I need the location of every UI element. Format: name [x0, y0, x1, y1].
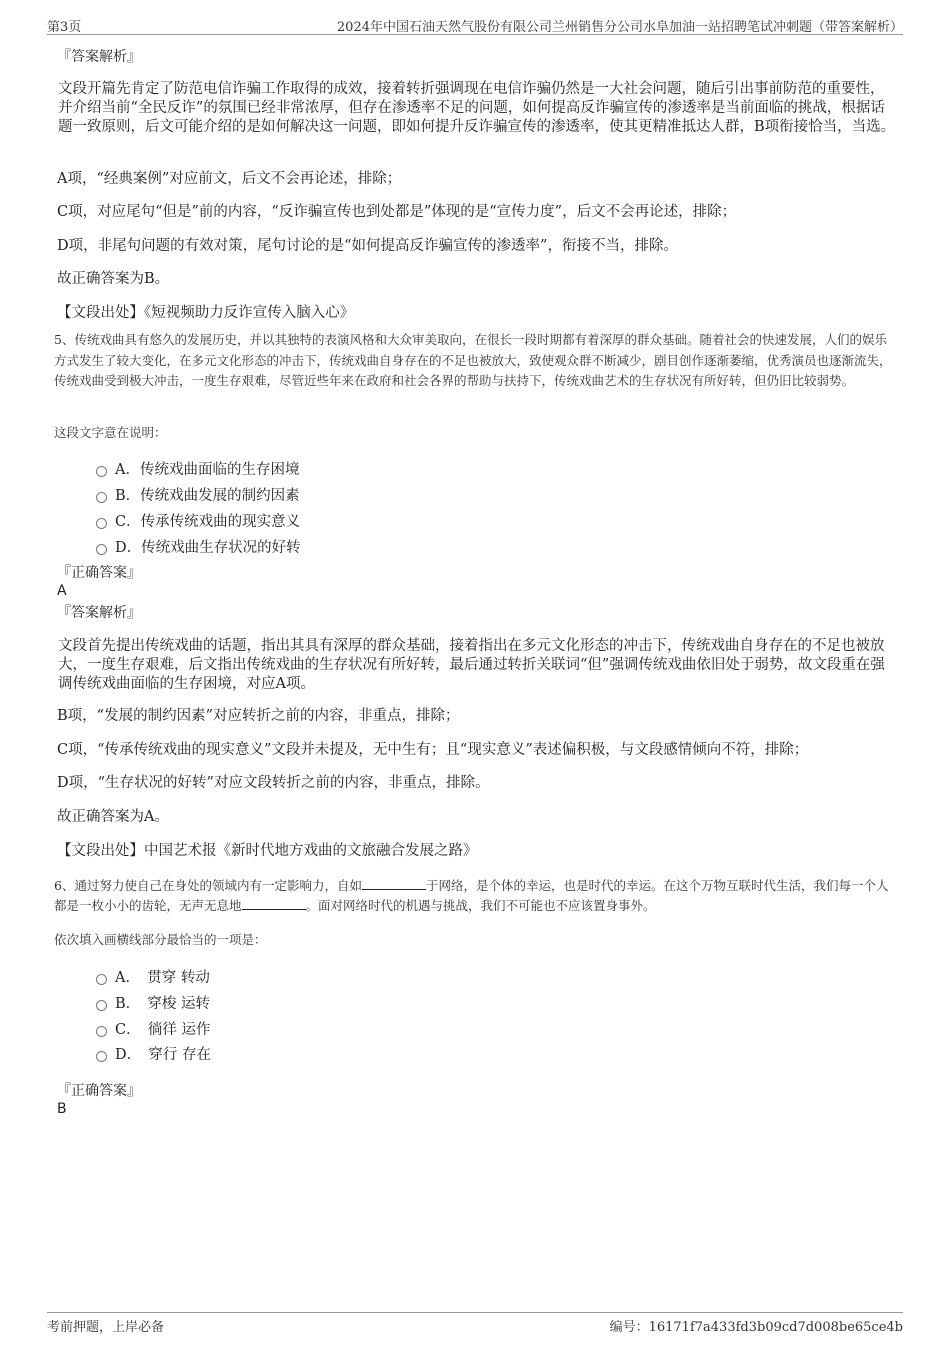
radio-icon[interactable]	[96, 518, 107, 529]
source-citation: 【文段出处】《短视频助力反诈宣传入脑入心》	[57, 305, 355, 321]
question-6-stem: 6、通过努力使自己在身处的领域内有一定影响力，自如 于网络，是个体的幸运，也是时代的幸运。在这个万物互联时代生活，我们每一个人都是一枚小小的齿轮，无声无息地 。面对网络时代的机遇与挑战，我们不可能也不应该置身事外。	[54, 878, 889, 913]
correct-answer-label: 『正确答案』	[57, 565, 141, 581]
radio-icon[interactable]	[96, 544, 107, 555]
document-title: 2024年中国石油天然气股份有限公司兰州销售分公司水阜加油一站招聘笔试冲刺题（带答案解析）	[336, 20, 903, 35]
q5-option-d[interactable]: D．传统戏曲生存状况的好转	[96, 536, 301, 556]
answer-analysis-label: 『答案解析』	[57, 49, 141, 65]
answer-analysis-label: 『答案解析』	[57, 605, 141, 621]
analysis-item-c: C项，对应尾句“但是”前的内容，“反诈骗宣传也到处都是”体现的是“宣传力度”，后文不会再论述，排除；	[57, 204, 737, 220]
analysis-conclusion: 故正确答案为B。	[57, 271, 170, 287]
page-number: 第3页	[47, 20, 82, 35]
analysis-item-d: D项，非尾句问题的有效对策，尾句讨论的是“如何提高反诈骗宣传的渗透率”，衔接不当，排除。	[57, 238, 678, 254]
question-5-prompt: 这段文字意在说明：	[54, 425, 167, 440]
footer-slogan: 考前押题，上岸必备	[47, 1320, 165, 1335]
fill-blank-2	[242, 897, 306, 910]
correct-answer-value: B	[57, 1101, 67, 1117]
q5-option-c[interactable]: C．传承传统戏曲的现实意义	[96, 510, 300, 530]
radio-icon[interactable]	[96, 1000, 107, 1011]
q6-option-c[interactable]: C． 徜徉 运作	[96, 1018, 210, 1038]
q5-option-b[interactable]: B．传统戏曲发展的制约因素	[96, 484, 300, 504]
question-5-stem: 5、传统戏曲具有悠久的发展历史，并以其独特的表演风格和大众审美取向，在很长一段时期都有着深厚的群众基础。随着社会的快速发展，人们的娱乐方式发生了较大变化，在多元文化形态的冲击下，传统戏曲自身存在的不足也被放大，致使观众群不断减少，剧目创作逐渐萎缩，优秀演员也逐渐流失，传统戏曲受到极大冲击，一度生存艰难，尽管近些年来在政府和社会各界的帮助与扶持下，传统戏曲艺术的生存状况有所好转，但仍旧比较弱势。	[54, 332, 892, 388]
analysis-paragraph: 文段首先提出传统戏曲的话题，指出其具有深厚的群众基础，接着指出在多元文化形态的冲击下，传统戏曲自身存在的不足也被放大，一度生存艰难，后文指出传统戏曲的生存状况有所好转，最后通过转折关联词“但”强调传统戏曲依旧处于弱势，故文段重在强调传统戏曲面临的生存困境，对应A项。	[58, 638, 885, 692]
radio-icon[interactable]	[96, 974, 107, 985]
analysis-item-d: D项，“生存状况的好转”对应文段转折之前的内容，非重点，排除。	[57, 775, 490, 791]
analysis-item-a: A项，“经典案例”对应前文，后文不会再论述，排除；	[57, 171, 402, 187]
correct-answer-value: A	[57, 583, 67, 599]
analysis-item-c: C项，“传承传统戏曲的现实意义”文段并未提及，无中生有；且“现实意义”表述偏积极，与文段感情倾向不符，排除；	[57, 742, 809, 758]
source-citation: 【文段出处】中国艺术报《新时代地方戏曲的文旅融合发展之路》	[57, 843, 478, 859]
correct-answer-label: 『正确答案』	[57, 1083, 141, 1099]
analysis-item-b: B项，“发展的制约因素”对应转折之前的内容，非重点，排除；	[57, 708, 460, 724]
fill-blank-1	[362, 877, 426, 890]
radio-icon[interactable]	[96, 466, 107, 477]
q6-option-d[interactable]: D． 穿行 存在	[96, 1043, 211, 1063]
page-footer	[47, 1312, 903, 1337]
q6-option-a[interactable]: A． 贯穿 转动	[96, 966, 210, 986]
q6-option-b[interactable]: B． 穿梭 运转	[96, 992, 210, 1012]
document-id: 编号：16171f7a433fd3b09cd7d008be65ce4b	[609, 1320, 903, 1335]
analysis-paragraph: 文段开篇先肯定了防范电信诈骗工作取得的成效，接着转折强调现在电信诈骗仍然是一大社会问题，随后引出事前防范的重要性，并介绍当前“全民反诈”的氛围已经非常浓厚，但存在渗透率不足的问题，如何提高反诈骗宣传的渗透率是当前面临的挑战，根据话题一致原则，后文可能介绍的是如何解决这一问题，即如何提升反诈骗宣传的渗透率，使其更精准抵达人群，B项衔接恰当，当选。	[58, 81, 896, 135]
radio-icon[interactable]	[96, 492, 107, 503]
page-header	[47, 14, 903, 35]
analysis-conclusion: 故正确答案为A。	[57, 809, 169, 825]
question-6-prompt: 依次填入画横线部分最恰当的一项是：	[54, 932, 267, 947]
radio-icon[interactable]	[96, 1026, 107, 1037]
radio-icon[interactable]	[96, 1051, 107, 1062]
q5-option-a[interactable]: A．传统戏曲面临的生存困境	[96, 458, 299, 478]
